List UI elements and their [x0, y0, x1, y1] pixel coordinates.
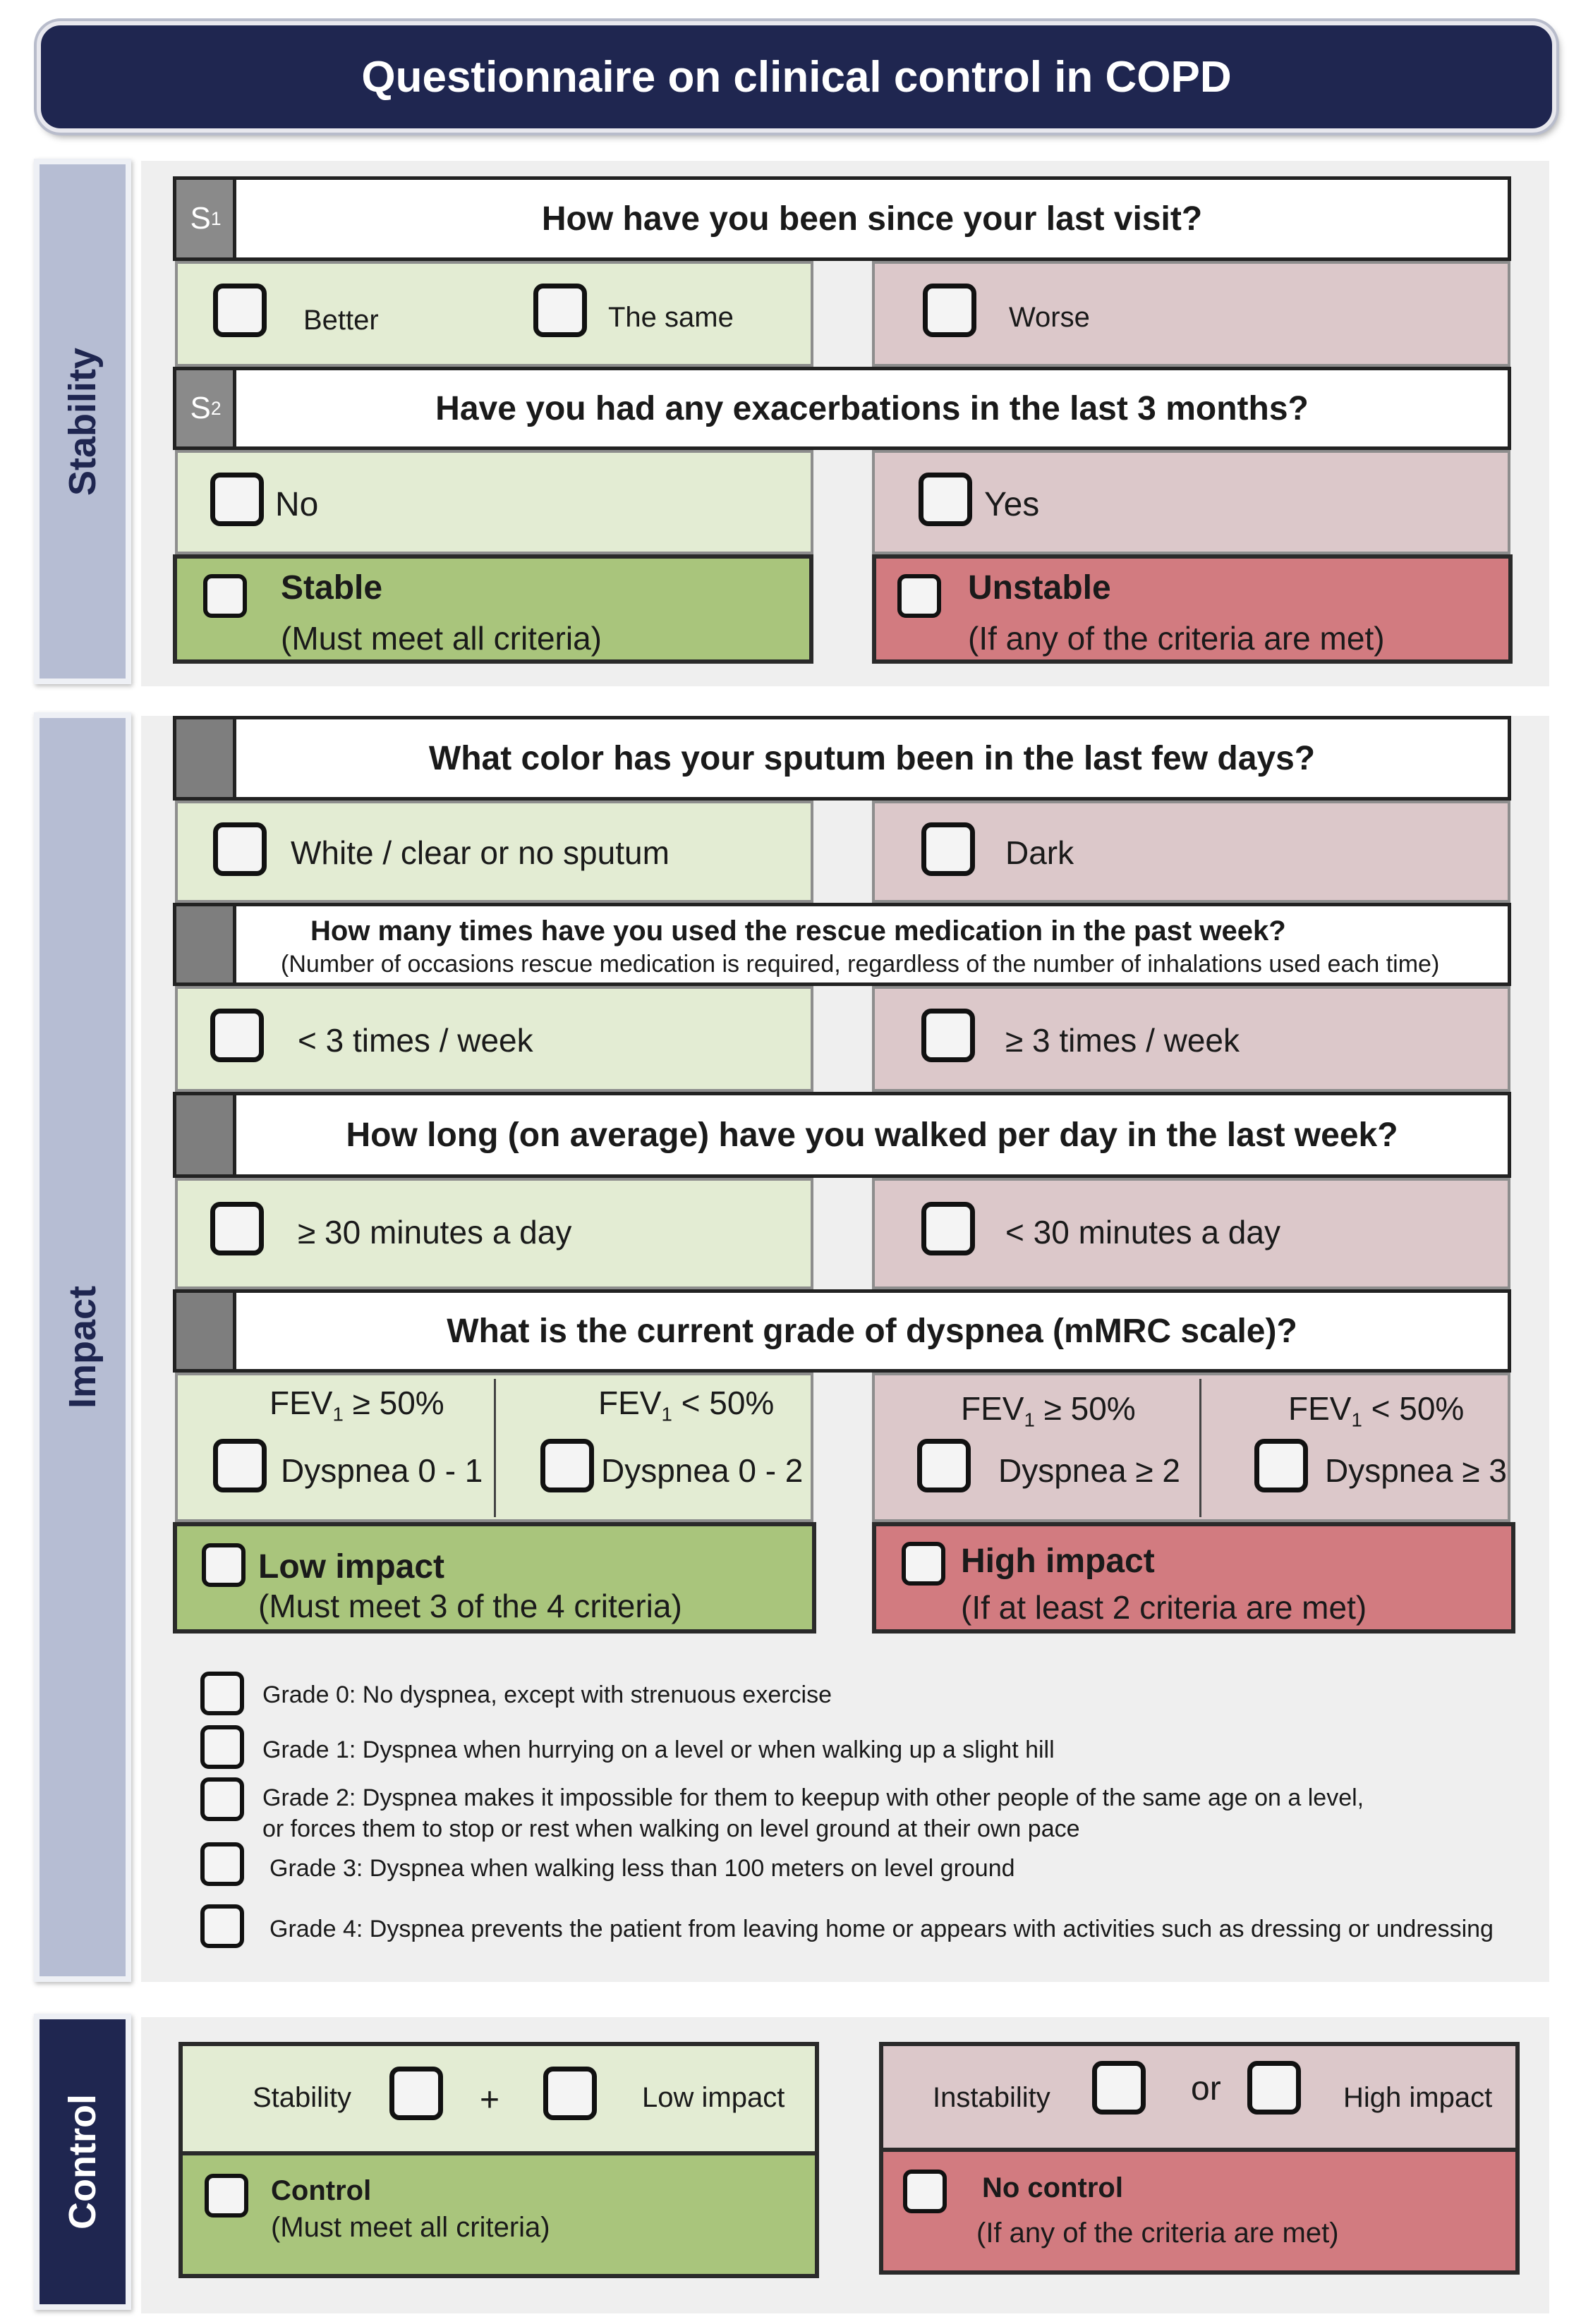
rescue-high-checkbox[interactable]: [921, 1009, 975, 1062]
grade-4-checkbox[interactable]: [200, 1904, 244, 1948]
sputum-clear-label: White / clear or no sputum: [291, 834, 670, 871]
dyspnea-0-1-label: Dyspnea 0 - 1: [281, 1452, 483, 1489]
control-instability-label: Instability: [933, 2082, 1050, 2113]
dyspnea-ge3-label: Dyspnea ≥ 3: [1325, 1452, 1507, 1489]
better-label: Better: [303, 305, 379, 336]
low-impact-checkbox[interactable]: [202, 1543, 246, 1587]
rescue-low-checkbox[interactable]: [210, 1009, 264, 1062]
no-control-note: (If any of the criteria are met): [976, 2217, 1339, 2249]
worse-label: Worse: [1009, 302, 1090, 333]
stable-checkbox[interactable]: [203, 574, 247, 618]
page-title: Questionnaire on clinical control in COPD: [37, 21, 1556, 133]
grade-0: Grade 0: No dyspnea, except with strenuous exercise: [262, 1681, 832, 1708]
section-stability: [34, 159, 131, 684]
rescue-note: (Number of occasions rescue medication is required, regardless of the number of inhalations used each time): [281, 951, 1440, 978]
control-note: (Must meet all criteria): [271, 2212, 550, 2243]
control-plus: +: [480, 2081, 500, 2119]
control-checkbox[interactable]: [205, 2174, 248, 2217]
sputum-question: What color has your sputum been in the last few days?: [233, 716, 1511, 801]
sputum-tab: [173, 716, 235, 801]
dyspnea-0-2-checkbox[interactable]: [540, 1439, 594, 1492]
grade-3: Grade 3: Dyspnea when walking less than 100 meters on level ground: [269, 1855, 1015, 1882]
worse-checkbox[interactable]: [923, 284, 976, 337]
s2-tab: S 2: [173, 367, 235, 450]
same-label: The same: [608, 302, 734, 333]
high-impact-checkbox[interactable]: [902, 1542, 945, 1586]
dyspnea-ge2-label: Dyspnea ≥ 2: [998, 1452, 1180, 1489]
walk-tab: [173, 1092, 235, 1178]
high-impact-label: High impact: [961, 1543, 1155, 1580]
s1-question: How have you been since your last visit?: [233, 176, 1511, 261]
section-stability-label: Stability: [61, 347, 104, 496]
sputum-dark-checkbox[interactable]: [921, 822, 975, 876]
sputum-clear-checkbox[interactable]: [213, 822, 267, 876]
high-impact-note: (If at least 2 criteria are met): [961, 1589, 1367, 1626]
section-control-label: Control: [61, 2094, 104, 2229]
control-low-impact-checkbox[interactable]: [543, 2067, 597, 2120]
section-impact-label: Impact: [61, 1285, 104, 1409]
grade-2-checkbox[interactable]: [200, 1777, 244, 1821]
sputum-dark-label: Dark: [1005, 834, 1074, 871]
grade-1: Grade 1: Dyspnea when hurrying on a level or when walking up a slight hill: [262, 1736, 1055, 1763]
no-control-checkbox[interactable]: [903, 2170, 947, 2213]
low-impact-note: (Must meet 3 of the 4 criteria): [258, 1588, 682, 1624]
dyspnea-0-1-checkbox[interactable]: [213, 1439, 267, 1492]
rescue-tab: [173, 903, 235, 986]
yes-exacerbation-checkbox[interactable]: [919, 473, 972, 526]
no-label: No: [275, 486, 319, 523]
dyspnea-tab: [173, 1289, 235, 1373]
dyspnea-good-divider: [494, 1379, 496, 1517]
same-checkbox[interactable]: [533, 284, 587, 337]
control-stability-checkbox[interactable]: [389, 2067, 443, 2120]
control-or: or: [1191, 2070, 1221, 2107]
dyspnea-bad-divider: [1199, 1379, 1201, 1517]
unstable-note: (If any of the criteria are met): [968, 620, 1385, 657]
control-low-impact-label: Low impact: [642, 2082, 785, 2113]
control-label: Control: [271, 2175, 372, 2206]
dyspnea-0-2-label: Dyspnea 0 - 2: [601, 1452, 804, 1489]
section-impact: [34, 712, 131, 1982]
grade-4: Grade 4: Dyspnea prevents the patient from leaving home or appears with activities such as dressing or undressing: [269, 1916, 1494, 1942]
section-control: [34, 2014, 131, 2310]
fev-good-lt50: $FEV_1 < 50\%$: [598, 1385, 775, 1425]
control-instability-checkbox[interactable]: [1092, 2061, 1146, 2115]
rescue-low-label: < 3 times / week: [298, 1022, 533, 1059]
grade-3-checkbox[interactable]: [200, 1842, 244, 1886]
no-control-box: [879, 2148, 1520, 2275]
stable-label: Stable: [281, 569, 383, 607]
grade-0-checkbox[interactable]: [200, 1672, 244, 1715]
grade-1-checkbox[interactable]: [200, 1725, 244, 1769]
unstable-label: Unstable: [968, 569, 1111, 607]
s1-tab: S 1: [173, 176, 235, 261]
s2-good-options: [175, 450, 813, 554]
dyspnea-ge2-checkbox[interactable]: [917, 1439, 971, 1492]
better-checkbox[interactable]: [213, 284, 267, 337]
fev-good-ge50: $FEV_1 \ge 50\%$: [269, 1385, 444, 1425]
grade-2: Grade 2: Dyspnea makes it impossible for them to keepup with other people of the same age on a level,: [262, 1784, 1364, 1811]
yes-label: Yes: [984, 486, 1040, 523]
fev-bad-ge50: $FEV_1 \ge 50\%$: [961, 1390, 1136, 1431]
control-high-impact-label: High impact: [1343, 2082, 1493, 2113]
fev-bad-lt50: $FEV_1 < 50\%$: [1288, 1390, 1465, 1431]
walk-long-label: ≥ 30 minutes a day: [298, 1214, 572, 1251]
s2-question: Have you had any exacerbations in the last 3 months?: [233, 367, 1511, 450]
walk-long-checkbox[interactable]: [210, 1202, 264, 1255]
low-impact-label: Low impact: [258, 1548, 445, 1586]
dyspnea-question: What is the current grade of dyspnea (mMRC scale)?: [233, 1289, 1511, 1373]
rescue-high-label: ≥ 3 times / week: [1005, 1022, 1240, 1059]
dyspnea-ge3-checkbox[interactable]: [1254, 1439, 1308, 1492]
no-control-label: No control: [982, 2172, 1123, 2203]
control-high-impact-checkbox[interactable]: [1247, 2061, 1301, 2115]
unstable-checkbox[interactable]: [897, 574, 941, 618]
grade-2-line2: or forces them to stop or rest when walking on level ground at their own pace: [262, 1815, 1080, 1842]
walk-question: How long (on average) have you walked per day in the last week?: [233, 1092, 1511, 1178]
no-exacerbation-checkbox[interactable]: [210, 473, 264, 526]
rescue-question: How many times have you used the rescue medication in the past week?: [310, 915, 1286, 947]
walk-short-checkbox[interactable]: [921, 1202, 975, 1255]
walk-short-label: < 30 minutes a day: [1005, 1214, 1280, 1251]
control-stability-label: Stability: [253, 2082, 352, 2113]
stable-note: (Must meet all criteria): [281, 620, 602, 657]
